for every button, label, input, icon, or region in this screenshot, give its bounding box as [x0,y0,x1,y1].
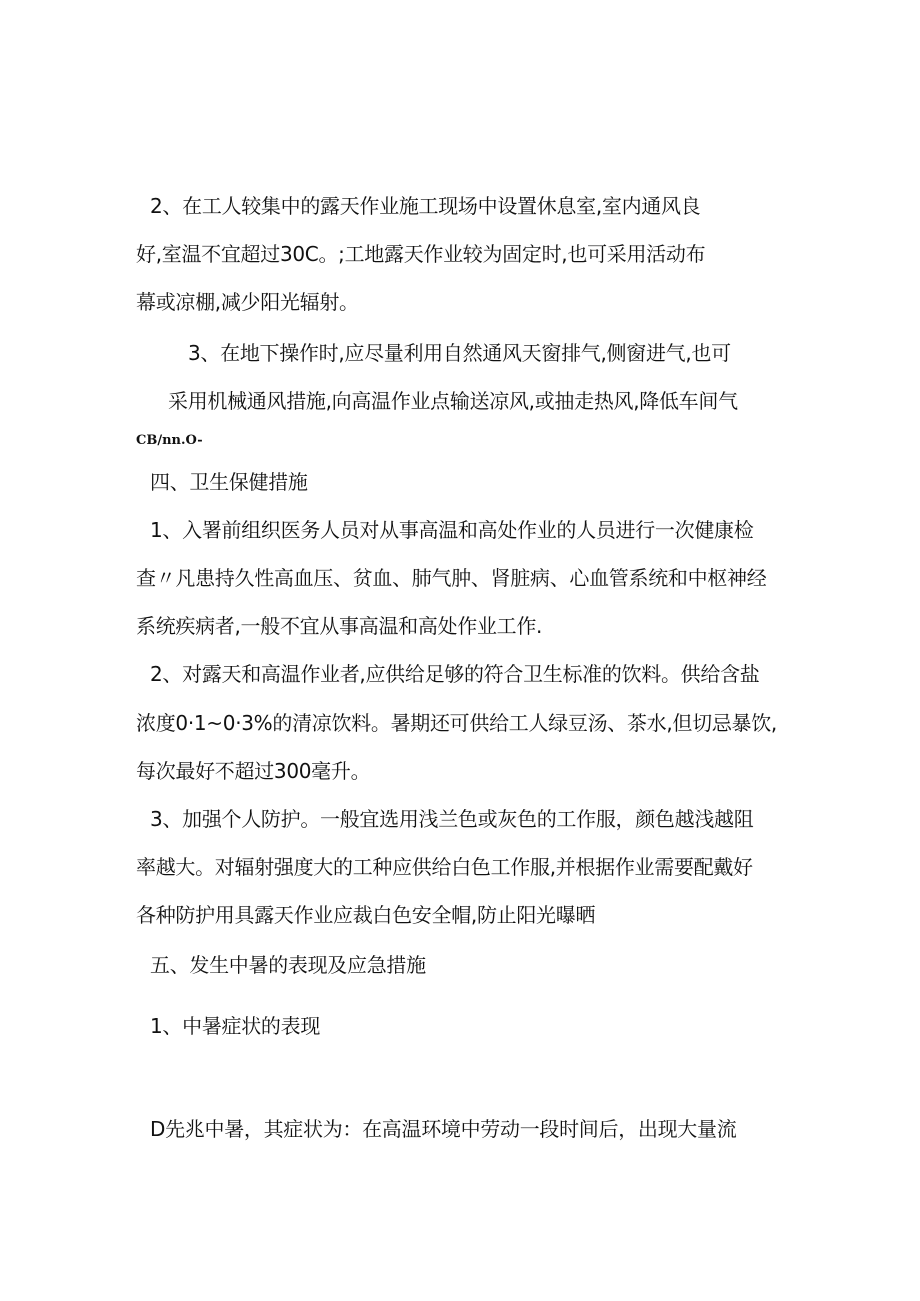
health-item-1-line-1: 1、入署前组织医务人员对从事高温和高处作业的人员进行一次健康检 [150,518,754,542]
health-item-1-line-2: 查〃凡患持久性高血压、贫血、肺气肿、肾脏病、心血管系统和中枢神经 [136,566,767,590]
health-item-3-line-2: 率越大。对辐射强度大的工种应供给白色工作服,并根据作业需要配戴好 [136,855,753,879]
heatstroke-subheading: 1、中暑症状的表现 [150,1014,321,1038]
health-item-1-line-3: 系统疾病者,一般不宜从事高温和高处作业工作. [136,614,543,638]
health-item-2-line-1: 2、对露天和高温作业者,应供给足够的符合卫生标准的饮料。供给含盐 [150,662,760,686]
health-item-2-line-3: 每次最好不超过300毫升。 [136,759,371,783]
health-item-2-line-2: 浓度0·1~0·3%的清凉饮料。暑期还可供给工人绿豆汤、茶水,但切忌暴饮, [136,711,777,735]
paragraph-2-line-1: 2、在工人较集中的露天作业施工现场中设置休息室,室内通风良 [150,194,701,218]
heatstroke-paragraph-line-1: D先兆中暑，其症状为：在高温环境中劳动一段时间后，出现大量流 [150,1117,737,1141]
health-item-3-line-3: 各种防护用具露天作业应裁白色安全帽,防止阳光曝晒 [136,903,596,927]
paragraph-3-line-1: 3、在地下操作时,应尽量利用自然通风天窗排气,侧窗进气,也可 [188,341,731,365]
health-item-3-line-1: 3、加强个人防护。一般宜选用浅兰色或灰色的工作服，颜色越浅越阻 [150,807,754,831]
section-heading-heatstroke: 五、发生中暑的表现及应急措施 [150,953,426,977]
section-heading-health-care: 四、卫生保健措施 [150,470,308,494]
paragraph-2-line-3: 幕或凉棚,减少阳光辐射。 [136,290,359,314]
paragraph-2-line-2: 好,室温不宜超过30C。;工地露天作业较为固定时,也可采用活动布 [136,242,706,266]
paragraph-3-line-2: 采用机械通风措施,向高温作业点输送凉风,或抽走热风,降低车间气 [168,389,738,413]
garbled-fragment: CB∕nn.O- [136,433,203,448]
